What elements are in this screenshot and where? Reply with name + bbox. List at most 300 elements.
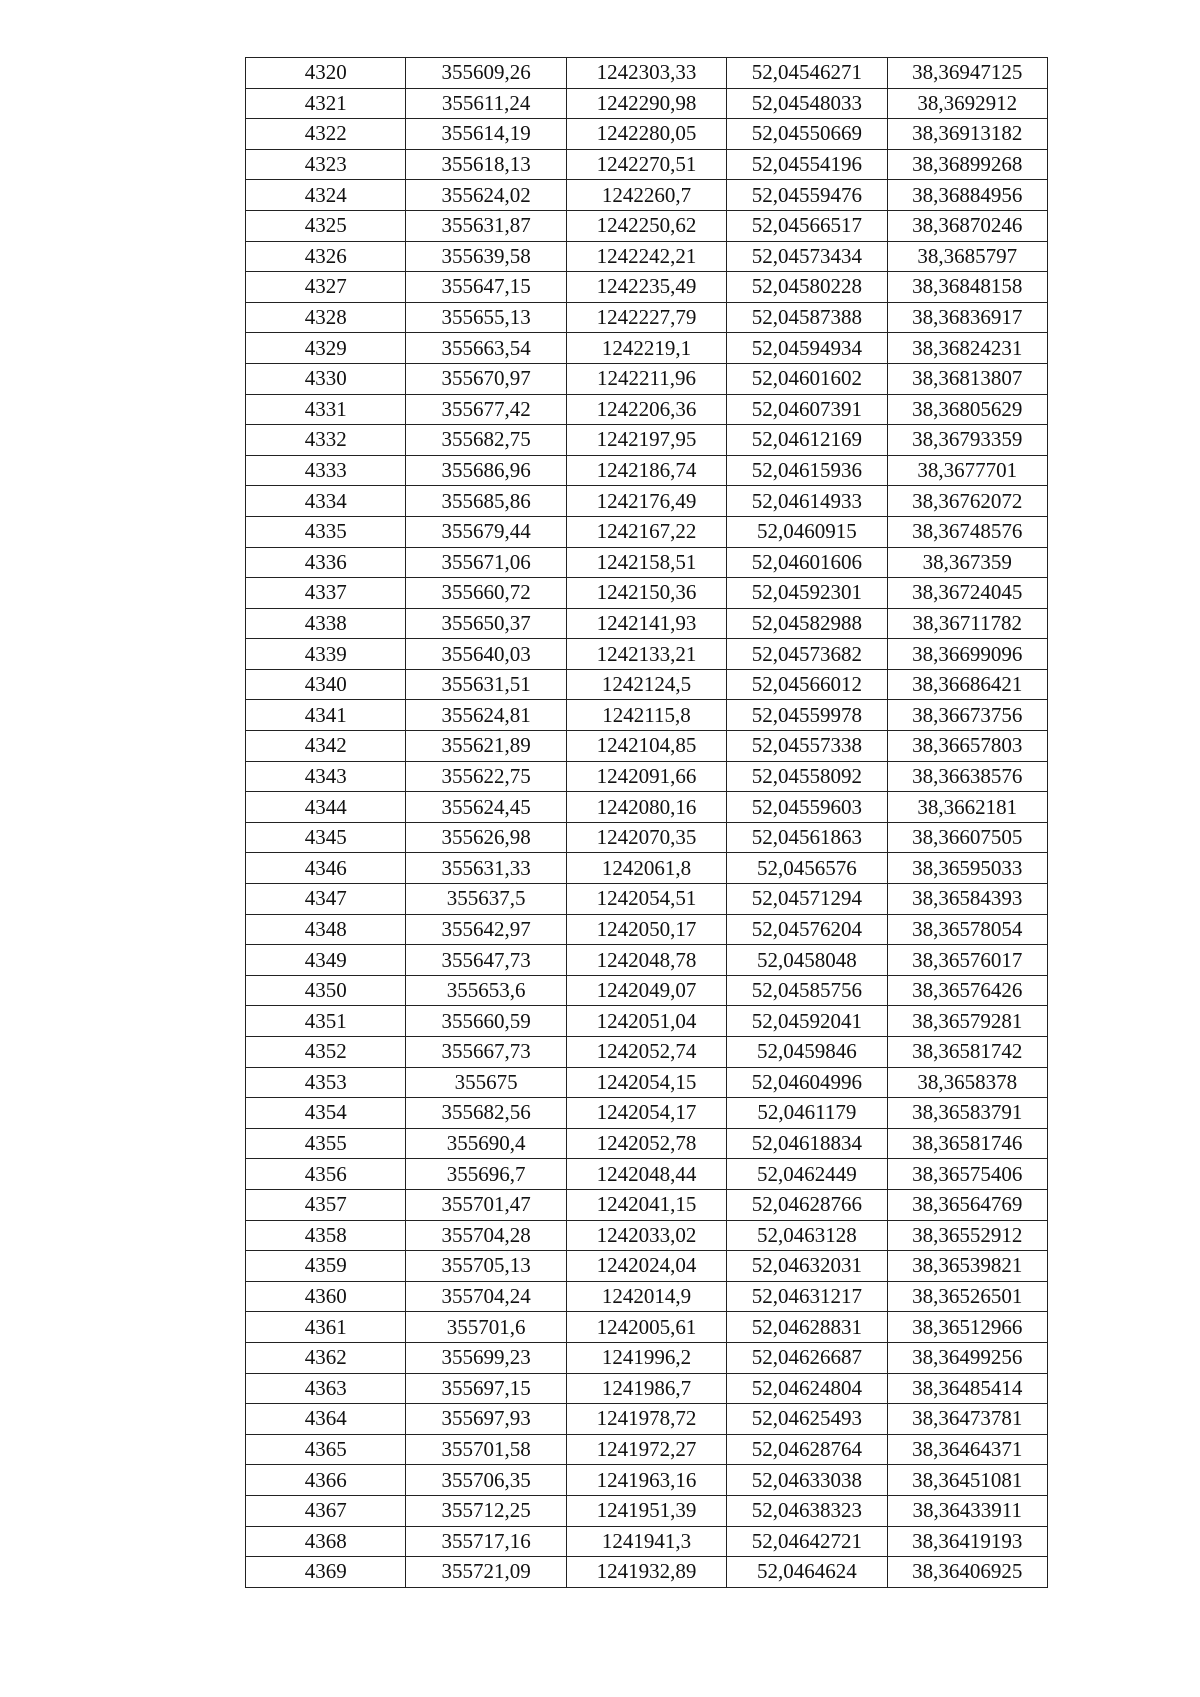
x-coordinate-cell: 355609,26	[406, 58, 566, 89]
point-number-cell: 4365	[246, 1434, 406, 1465]
point-number-cell: 4346	[246, 853, 406, 884]
longitude-cell: 38,36638576	[887, 761, 1047, 792]
table-row	[246, 1189, 1048, 1220]
point-number-cell: 4354	[246, 1098, 406, 1129]
point-number-cell: 4357	[246, 1189, 406, 1220]
x-coordinate-cell: 355624,81	[406, 700, 566, 731]
longitude-cell: 38,36575406	[887, 1159, 1047, 1190]
point-number-cell: 4321	[246, 88, 406, 119]
longitude-cell: 38,36724045	[887, 578, 1047, 609]
point-number-cell: 4325	[246, 210, 406, 241]
latitude-cell: 52,0464624	[727, 1557, 887, 1588]
y-coordinate-cell: 1242141,93	[566, 608, 726, 639]
x-coordinate-cell: 355685,86	[406, 486, 566, 517]
table-row	[246, 272, 1048, 303]
latitude-cell: 52,04566012	[727, 669, 887, 700]
longitude-cell: 38,36526501	[887, 1281, 1047, 1312]
latitude-cell: 52,04638323	[727, 1495, 887, 1526]
x-coordinate-cell: 355706,35	[406, 1465, 566, 1496]
x-coordinate-cell: 355679,44	[406, 516, 566, 547]
table-row	[246, 731, 1048, 762]
table-row	[246, 608, 1048, 639]
x-coordinate-cell: 355675	[406, 1067, 566, 1098]
table-row	[246, 1495, 1048, 1526]
table-row	[246, 1006, 1048, 1037]
x-coordinate-cell: 355701,6	[406, 1312, 566, 1343]
table-row	[246, 1404, 1048, 1435]
y-coordinate-cell: 1242124,5	[566, 669, 726, 700]
latitude-cell: 52,04614933	[727, 486, 887, 517]
y-coordinate-cell: 1242054,15	[566, 1067, 726, 1098]
y-coordinate-cell: 1241941,3	[566, 1526, 726, 1557]
y-coordinate-cell: 1241932,89	[566, 1557, 726, 1588]
latitude-cell: 52,04607391	[727, 394, 887, 425]
longitude-cell: 38,36485414	[887, 1373, 1047, 1404]
y-coordinate-cell: 1242033,02	[566, 1220, 726, 1251]
x-coordinate-cell: 355701,58	[406, 1434, 566, 1465]
point-number-cell: 4322	[246, 119, 406, 150]
point-number-cell: 4356	[246, 1159, 406, 1190]
point-number-cell: 4334	[246, 486, 406, 517]
latitude-cell: 52,04624804	[727, 1373, 887, 1404]
x-coordinate-cell: 355626,98	[406, 822, 566, 853]
longitude-cell: 38,3685797	[887, 241, 1047, 272]
table-row	[246, 1159, 1048, 1190]
latitude-cell: 52,04548033	[727, 88, 887, 119]
table-row	[246, 945, 1048, 976]
longitude-cell: 38,36584393	[887, 884, 1047, 915]
x-coordinate-cell: 355622,75	[406, 761, 566, 792]
table-row	[246, 792, 1048, 823]
x-coordinate-cell: 355642,97	[406, 914, 566, 945]
longitude-cell: 38,36464371	[887, 1434, 1047, 1465]
y-coordinate-cell: 1242260,7	[566, 180, 726, 211]
x-coordinate-cell: 355721,09	[406, 1557, 566, 1588]
table-row	[246, 822, 1048, 853]
y-coordinate-cell: 1242133,21	[566, 639, 726, 670]
latitude-cell: 52,04558092	[727, 761, 887, 792]
table-row	[246, 516, 1048, 547]
latitude-cell: 52,0462449	[727, 1159, 887, 1190]
latitude-cell: 52,0461179	[727, 1098, 887, 1129]
y-coordinate-cell: 1242115,8	[566, 700, 726, 731]
longitude-cell: 38,36579281	[887, 1006, 1047, 1037]
x-coordinate-cell: 355717,16	[406, 1526, 566, 1557]
y-coordinate-cell: 1241986,7	[566, 1373, 726, 1404]
latitude-cell: 52,04642721	[727, 1526, 887, 1557]
longitude-cell: 38,36824231	[887, 333, 1047, 364]
y-coordinate-cell: 1242054,51	[566, 884, 726, 915]
x-coordinate-cell: 355631,51	[406, 669, 566, 700]
y-coordinate-cell: 1241996,2	[566, 1342, 726, 1373]
latitude-cell: 52,0463128	[727, 1220, 887, 1251]
table-row	[246, 455, 1048, 486]
y-coordinate-cell: 1241951,39	[566, 1495, 726, 1526]
point-number-cell: 4326	[246, 241, 406, 272]
point-number-cell: 4367	[246, 1495, 406, 1526]
y-coordinate-cell: 1242014,9	[566, 1281, 726, 1312]
latitude-cell: 52,04559476	[727, 180, 887, 211]
longitude-cell: 38,36576426	[887, 975, 1047, 1006]
table-row	[246, 1067, 1048, 1098]
table-row	[246, 914, 1048, 945]
table-row	[246, 1465, 1048, 1496]
x-coordinate-cell: 355655,13	[406, 302, 566, 333]
x-coordinate-cell: 355624,02	[406, 180, 566, 211]
x-coordinate-cell: 355671,06	[406, 547, 566, 578]
longitude-cell: 38,3658378	[887, 1067, 1047, 1098]
latitude-cell: 52,04628831	[727, 1312, 887, 1343]
longitude-cell: 38,36748576	[887, 516, 1047, 547]
point-number-cell: 4368	[246, 1526, 406, 1557]
longitude-cell: 38,367359	[887, 547, 1047, 578]
table-row	[246, 639, 1048, 670]
x-coordinate-cell: 355677,42	[406, 394, 566, 425]
table-row	[246, 149, 1048, 180]
y-coordinate-cell: 1242054,17	[566, 1098, 726, 1129]
x-coordinate-cell: 355621,89	[406, 731, 566, 762]
longitude-cell: 38,36583791	[887, 1098, 1047, 1129]
point-number-cell: 4337	[246, 578, 406, 609]
x-coordinate-cell: 355699,23	[406, 1342, 566, 1373]
y-coordinate-cell: 1242219,1	[566, 333, 726, 364]
longitude-cell: 38,36451081	[887, 1465, 1047, 1496]
point-number-cell: 4353	[246, 1067, 406, 1098]
x-coordinate-cell: 355663,54	[406, 333, 566, 364]
latitude-cell: 52,04576204	[727, 914, 887, 945]
y-coordinate-cell: 1242250,62	[566, 210, 726, 241]
longitude-cell: 38,36552912	[887, 1220, 1047, 1251]
point-number-cell: 4349	[246, 945, 406, 976]
table-row	[246, 761, 1048, 792]
longitude-cell: 38,36673756	[887, 700, 1047, 731]
latitude-cell: 52,04604996	[727, 1067, 887, 1098]
longitude-cell: 38,36433911	[887, 1495, 1047, 1526]
longitude-cell: 38,36848158	[887, 272, 1047, 303]
longitude-cell: 38,36576017	[887, 945, 1047, 976]
point-number-cell: 4339	[246, 639, 406, 670]
longitude-cell: 38,36913182	[887, 119, 1047, 150]
y-coordinate-cell: 1241963,16	[566, 1465, 726, 1496]
point-number-cell: 4323	[246, 149, 406, 180]
latitude-cell: 52,04573434	[727, 241, 887, 272]
latitude-cell: 52,04632031	[727, 1251, 887, 1282]
longitude-cell: 38,36711782	[887, 608, 1047, 639]
point-number-cell: 4351	[246, 1006, 406, 1037]
longitude-cell: 38,36564769	[887, 1189, 1047, 1220]
x-coordinate-cell: 355696,7	[406, 1159, 566, 1190]
y-coordinate-cell: 1242280,05	[566, 119, 726, 150]
x-coordinate-cell: 355624,45	[406, 792, 566, 823]
latitude-cell: 52,04601606	[727, 547, 887, 578]
latitude-cell: 52,04566517	[727, 210, 887, 241]
y-coordinate-cell: 1242041,15	[566, 1189, 726, 1220]
latitude-cell: 52,04601602	[727, 363, 887, 394]
latitude-cell: 52,04615936	[727, 455, 887, 486]
y-coordinate-cell: 1242048,78	[566, 945, 726, 976]
y-coordinate-cell: 1242091,66	[566, 761, 726, 792]
longitude-cell: 38,36595033	[887, 853, 1047, 884]
table-row	[246, 394, 1048, 425]
table-row	[246, 88, 1048, 119]
point-number-cell: 4328	[246, 302, 406, 333]
point-number-cell: 4364	[246, 1404, 406, 1435]
latitude-cell: 52,04557338	[727, 731, 887, 762]
point-number-cell: 4342	[246, 731, 406, 762]
longitude-cell: 38,36813807	[887, 363, 1047, 394]
x-coordinate-cell: 355639,58	[406, 241, 566, 272]
point-number-cell: 4330	[246, 363, 406, 394]
table-row	[246, 1037, 1048, 1068]
table-row	[246, 547, 1048, 578]
latitude-cell: 52,04561863	[727, 822, 887, 853]
x-coordinate-cell: 355660,72	[406, 578, 566, 609]
point-number-cell: 4352	[246, 1037, 406, 1068]
longitude-cell: 38,36499256	[887, 1342, 1047, 1373]
table-row	[246, 1251, 1048, 1282]
table-row	[246, 1526, 1048, 1557]
y-coordinate-cell: 1242052,74	[566, 1037, 726, 1068]
x-coordinate-cell: 355647,73	[406, 945, 566, 976]
x-coordinate-cell: 355686,96	[406, 455, 566, 486]
x-coordinate-cell: 355701,47	[406, 1189, 566, 1220]
table-row	[246, 119, 1048, 150]
y-coordinate-cell: 1242104,85	[566, 731, 726, 762]
point-number-cell: 4360	[246, 1281, 406, 1312]
x-coordinate-cell: 355704,28	[406, 1220, 566, 1251]
latitude-cell: 52,04628764	[727, 1434, 887, 1465]
latitude-cell: 52,04559603	[727, 792, 887, 823]
table-row	[246, 363, 1048, 394]
table-row	[246, 1098, 1048, 1129]
y-coordinate-cell: 1242070,35	[566, 822, 726, 853]
table-row	[246, 302, 1048, 333]
coordinates-table	[245, 57, 1048, 1588]
table-row	[246, 669, 1048, 700]
longitude-cell: 38,36657803	[887, 731, 1047, 762]
y-coordinate-cell: 1242051,04	[566, 1006, 726, 1037]
x-coordinate-cell: 355640,03	[406, 639, 566, 670]
point-number-cell: 4348	[246, 914, 406, 945]
y-coordinate-cell: 1242186,74	[566, 455, 726, 486]
x-coordinate-cell: 355637,5	[406, 884, 566, 915]
table-row	[246, 1373, 1048, 1404]
longitude-cell: 38,36793359	[887, 425, 1047, 456]
y-coordinate-cell: 1242158,51	[566, 547, 726, 578]
latitude-cell: 52,04626687	[727, 1342, 887, 1373]
y-coordinate-cell: 1242050,17	[566, 914, 726, 945]
point-number-cell: 4327	[246, 272, 406, 303]
table-row	[246, 333, 1048, 364]
latitude-cell: 52,0456576	[727, 853, 887, 884]
y-coordinate-cell: 1242206,36	[566, 394, 726, 425]
y-coordinate-cell: 1242049,07	[566, 975, 726, 1006]
x-coordinate-cell: 355647,15	[406, 272, 566, 303]
table-row	[246, 58, 1048, 89]
latitude-cell: 52,04559978	[727, 700, 887, 731]
longitude-cell: 38,36686421	[887, 669, 1047, 700]
latitude-cell: 52,04594934	[727, 333, 887, 364]
latitude-cell: 52,04571294	[727, 884, 887, 915]
point-number-cell: 4363	[246, 1373, 406, 1404]
table-row	[246, 1128, 1048, 1159]
x-coordinate-cell: 355631,87	[406, 210, 566, 241]
point-number-cell: 4355	[246, 1128, 406, 1159]
y-coordinate-cell: 1242048,44	[566, 1159, 726, 1190]
y-coordinate-cell: 1242061,8	[566, 853, 726, 884]
table-row	[246, 1434, 1048, 1465]
y-coordinate-cell: 1241972,27	[566, 1434, 726, 1465]
point-number-cell: 4338	[246, 608, 406, 639]
longitude-cell: 38,36419193	[887, 1526, 1047, 1557]
x-coordinate-cell: 355660,59	[406, 1006, 566, 1037]
point-number-cell: 4333	[246, 455, 406, 486]
x-coordinate-cell: 355653,6	[406, 975, 566, 1006]
point-number-cell: 4336	[246, 547, 406, 578]
latitude-cell: 52,04554196	[727, 149, 887, 180]
longitude-cell: 38,36581742	[887, 1037, 1047, 1068]
x-coordinate-cell: 355614,19	[406, 119, 566, 150]
table-row	[246, 210, 1048, 241]
point-number-cell: 4345	[246, 822, 406, 853]
x-coordinate-cell: 355704,24	[406, 1281, 566, 1312]
longitude-cell: 38,36762072	[887, 486, 1047, 517]
point-number-cell: 4359	[246, 1251, 406, 1282]
table-row	[246, 853, 1048, 884]
longitude-cell: 38,3662181	[887, 792, 1047, 823]
longitude-cell: 38,36578054	[887, 914, 1047, 945]
latitude-cell: 52,04592041	[727, 1006, 887, 1037]
longitude-cell: 38,3677701	[887, 455, 1047, 486]
longitude-cell: 38,36512966	[887, 1312, 1047, 1343]
x-coordinate-cell: 355682,56	[406, 1098, 566, 1129]
latitude-cell: 52,04592301	[727, 578, 887, 609]
table-row	[246, 1220, 1048, 1251]
point-number-cell: 4347	[246, 884, 406, 915]
latitude-cell: 52,04585756	[727, 975, 887, 1006]
longitude-cell: 38,36406925	[887, 1557, 1047, 1588]
latitude-cell: 52,0458048	[727, 945, 887, 976]
point-number-cell: 4335	[246, 516, 406, 547]
table-row	[246, 884, 1048, 915]
table-row	[246, 241, 1048, 272]
longitude-cell: 38,36607505	[887, 822, 1047, 853]
latitude-cell: 52,04587388	[727, 302, 887, 333]
longitude-cell: 38,36699096	[887, 639, 1047, 670]
longitude-cell: 38,36870246	[887, 210, 1047, 241]
latitude-cell: 52,04633038	[727, 1465, 887, 1496]
table-row	[246, 180, 1048, 211]
y-coordinate-cell: 1242270,51	[566, 149, 726, 180]
latitude-cell: 52,04628766	[727, 1189, 887, 1220]
point-number-cell: 4331	[246, 394, 406, 425]
point-number-cell: 4340	[246, 669, 406, 700]
point-number-cell: 4329	[246, 333, 406, 364]
x-coordinate-cell: 355670,97	[406, 363, 566, 394]
x-coordinate-cell: 355650,37	[406, 608, 566, 639]
y-coordinate-cell: 1242303,33	[566, 58, 726, 89]
point-number-cell: 4366	[246, 1465, 406, 1496]
longitude-cell: 38,36884956	[887, 180, 1047, 211]
longitude-cell: 38,36899268	[887, 149, 1047, 180]
latitude-cell: 52,04612169	[727, 425, 887, 456]
latitude-cell: 52,04550669	[727, 119, 887, 150]
point-number-cell: 4361	[246, 1312, 406, 1343]
y-coordinate-cell: 1242005,61	[566, 1312, 726, 1343]
x-coordinate-cell: 355667,73	[406, 1037, 566, 1068]
latitude-cell: 52,04546271	[727, 58, 887, 89]
point-number-cell: 4350	[246, 975, 406, 1006]
table-row	[246, 975, 1048, 1006]
point-number-cell: 4343	[246, 761, 406, 792]
point-number-cell: 4344	[246, 792, 406, 823]
longitude-cell: 38,36805629	[887, 394, 1047, 425]
x-coordinate-cell: 355712,25	[406, 1495, 566, 1526]
x-coordinate-cell: 355631,33	[406, 853, 566, 884]
y-coordinate-cell: 1242211,96	[566, 363, 726, 394]
y-coordinate-cell: 1242242,21	[566, 241, 726, 272]
longitude-cell: 38,36581746	[887, 1128, 1047, 1159]
latitude-cell: 52,04580228	[727, 272, 887, 303]
latitude-cell: 52,04631217	[727, 1281, 887, 1312]
longitude-cell: 38,36539821	[887, 1251, 1047, 1282]
point-number-cell: 4320	[246, 58, 406, 89]
latitude-cell: 52,04625493	[727, 1404, 887, 1435]
longitude-cell: 38,36836917	[887, 302, 1047, 333]
table-row	[246, 1342, 1048, 1373]
longitude-cell: 38,3692912	[887, 88, 1047, 119]
point-number-cell: 4332	[246, 425, 406, 456]
point-number-cell: 4324	[246, 180, 406, 211]
table-row	[246, 700, 1048, 731]
table-row	[246, 1557, 1048, 1588]
y-coordinate-cell: 1242227,79	[566, 302, 726, 333]
y-coordinate-cell: 1242052,78	[566, 1128, 726, 1159]
y-coordinate-cell: 1242167,22	[566, 516, 726, 547]
y-coordinate-cell: 1242024,04	[566, 1251, 726, 1282]
coordinates-table-body	[246, 58, 1048, 1588]
point-number-cell: 4362	[246, 1342, 406, 1373]
longitude-cell: 38,36947125	[887, 58, 1047, 89]
latitude-cell: 52,04573682	[727, 639, 887, 670]
table-row	[246, 1312, 1048, 1343]
table-row	[246, 425, 1048, 456]
latitude-cell: 52,04618834	[727, 1128, 887, 1159]
latitude-cell: 52,04582988	[727, 608, 887, 639]
x-coordinate-cell: 355618,13	[406, 149, 566, 180]
y-coordinate-cell: 1242150,36	[566, 578, 726, 609]
table-row	[246, 486, 1048, 517]
x-coordinate-cell: 355697,15	[406, 1373, 566, 1404]
y-coordinate-cell: 1242080,16	[566, 792, 726, 823]
table-row	[246, 578, 1048, 609]
x-coordinate-cell: 355690,4	[406, 1128, 566, 1159]
x-coordinate-cell: 355611,24	[406, 88, 566, 119]
longitude-cell: 38,36473781	[887, 1404, 1047, 1435]
table-row	[246, 1281, 1048, 1312]
x-coordinate-cell: 355705,13	[406, 1251, 566, 1282]
y-coordinate-cell: 1242290,98	[566, 88, 726, 119]
y-coordinate-cell: 1242176,49	[566, 486, 726, 517]
latitude-cell: 52,0460915	[727, 516, 887, 547]
point-number-cell: 4369	[246, 1557, 406, 1588]
point-number-cell: 4358	[246, 1220, 406, 1251]
y-coordinate-cell: 1242235,49	[566, 272, 726, 303]
y-coordinate-cell: 1242197,95	[566, 425, 726, 456]
x-coordinate-cell: 355697,93	[406, 1404, 566, 1435]
point-number-cell: 4341	[246, 700, 406, 731]
latitude-cell: 52,0459846	[727, 1037, 887, 1068]
